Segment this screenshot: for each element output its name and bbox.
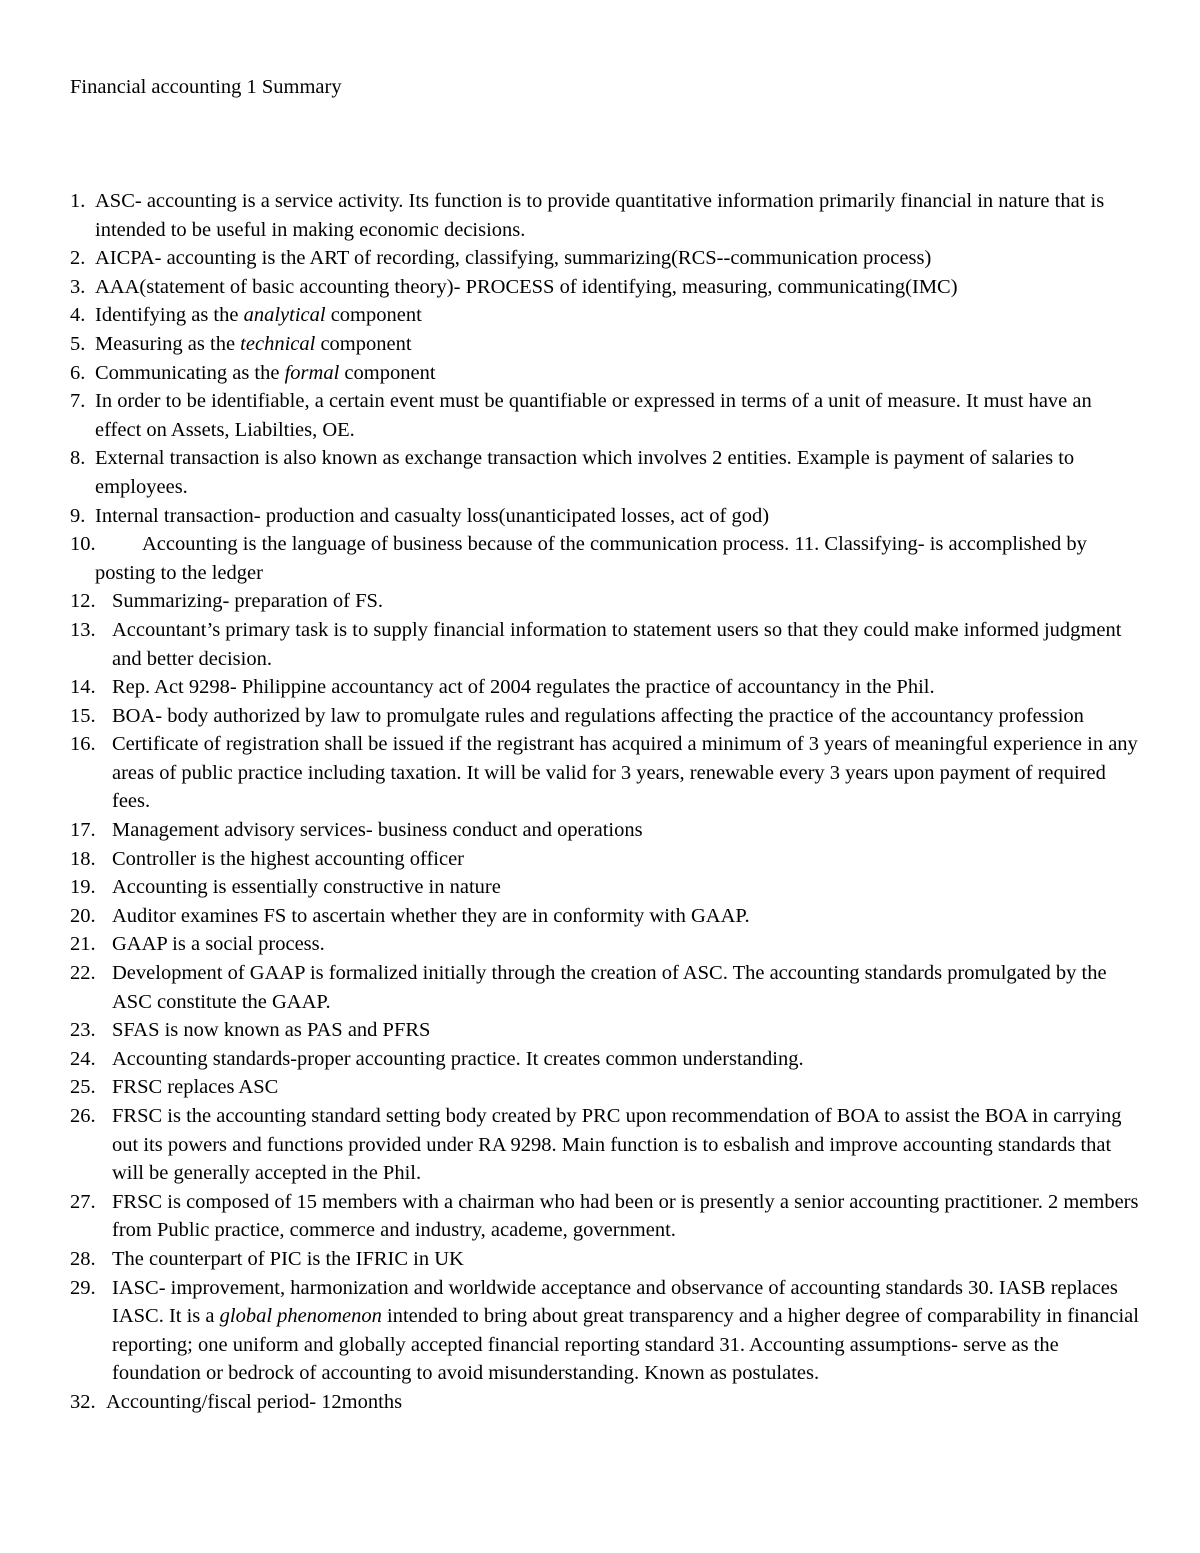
item-text-pre: Communicating as the [95,361,285,384]
item-number: 8. [70,447,86,470]
item-text-pre: Measuring as the [95,332,241,355]
item-number: 27. [70,1190,96,1213]
item-text-post: intended to bring about great transparency and a higher degree of comparability in financial reporting; one uniform and globally accepted financial reporting standard 31. Accounting assumptions- serve as the foundation or bedrock of accounting to avoid misunderstanding. Known as postulates. [112,1305,1139,1385]
item-number: 28. [70,1247,96,1270]
item-number: 26. [70,1105,96,1127]
list-item [70,730,1140,816]
item-number: 22. [70,962,96,985]
item-text: Summarizing- preparation of FS. [112,590,384,613]
item-text-pre: IASC- improvement, harmonization and worldwide acceptance and observance of accounting standards 30. IASB replaces IASC. It is a [112,1276,1118,1328]
item-text: Controller is the highest accounting officer [112,847,465,870]
list-item [70,273,1140,302]
item-text [95,359,1140,388]
list-item [70,530,1140,587]
list-item [70,187,1140,244]
item-number: 24. [70,1047,96,1070]
summary-list [70,187,1140,1417]
item-text: Development of GAAP is formalized initially through the creation of ASC. The accounting standards promulgated by the ASC constitute the GAAP. [112,962,1107,1013]
item-number: 5. [70,332,86,355]
list-item [70,244,1140,273]
item-text: Accounting is essentially constructive in nature [112,876,501,899]
item-text: Management advisory services- business conduct and operations [112,819,643,842]
list-item [70,1188,1140,1245]
item-text: Accounting is the language of business because of the communication process. 11. Classifying- is accomplished by posting to the ledger [95,533,1087,584]
item-text: FRSC is the accounting standard setting body created by PRC upon recommendation of BOA to assist the BOA in carrying out its powers and functions provided under RA 9298. Main function is to esbalish and improve accounting standards that will be generally accepted in the Phil. [112,1105,1122,1185]
item-text-post: component [315,332,412,355]
list-item [70,587,1140,616]
item-number: 12. [70,590,96,613]
item-number: 1. [70,190,86,212]
item-text: AAA(statement of basic accounting theory)- PROCESS of identifying, measuring, communicating(IMC) [95,275,958,298]
item-text: Internal transaction- production and casualty loss(unanticipated losses, act of god) [95,504,770,527]
item-number: 18. [70,847,96,870]
item-number: 9. [70,504,86,527]
item-text-emphasis: technical [240,332,316,355]
list-item [70,816,1140,845]
item-text: The counterpart of PIC is the IFRIC in UK [112,1247,464,1270]
list-item [70,1274,1140,1388]
item-number: 4. [70,304,86,327]
list-item [70,330,1140,359]
item-text: Accounting standards-proper accounting practice. It creates common understanding. [112,1047,804,1070]
list-item [70,1388,1140,1417]
item-text: FRSC replaces ASC [112,1076,279,1099]
item-text-post: component [339,361,436,384]
item-text: FRSC is composed of 15 members with a chairman who had been or is presently a senior accounting practitioner. 2 members from Public practice, commerce and industry, academe, government. [112,1190,1139,1242]
item-number: 16. [70,733,96,756]
item-number: 10. [70,533,96,556]
list-item [70,845,1140,874]
list-item [70,1016,1140,1045]
list-item [70,959,1140,1016]
item-text-pre: Identifying as the [95,304,244,327]
list-item [70,673,1140,702]
item-text: GAAP is a social process. [112,933,325,956]
item-text-emphasis: formal [284,361,340,384]
list-item [70,359,1140,388]
list-item [70,930,1140,959]
list-item [70,1102,1140,1188]
item-text-emphasis: global phenomenon [219,1305,382,1328]
item-number: 29. [70,1276,96,1299]
item-number: 2. [70,247,86,270]
list-item [70,1045,1140,1074]
item-text [112,1274,1140,1388]
item-number: 14. [70,676,96,699]
list-item [70,1245,1140,1274]
item-text: Accountant’s primary task is to supply financial information to statement users so that they could make informed judgment and better decision. [112,618,1122,670]
list-item [70,301,1140,330]
item-number: 23. [70,1019,96,1042]
item-number: 21. [70,933,96,956]
item-text: SFAS is now known as PAS and PFRS [112,1019,431,1042]
item-number: 6. [70,361,86,384]
item-number: 3. [70,275,86,298]
item-text: BOA- body authorized by law to promulgate rules and regulations affecting the practice of the accountancy profession [112,704,1084,727]
list-item [70,1073,1140,1102]
list-item [70,502,1140,531]
item-text: ASC- accounting is a service activity. Its function is to provide quantitative information primarily financial in nature that is intended to be useful in making economic decisions. [95,190,1105,241]
item-number: 17. [70,819,96,842]
item-text: AICPA- accounting is the ART of recording, classifying, summarizing(RCS--communication process) [95,247,932,270]
item-text-post: component [325,304,422,327]
item-text: Accounting/fiscal period- 12months [106,1390,403,1413]
item-text: External transaction is also known as exchange transaction which involves 2 entities. Example is payment of salaries to employees. [95,447,1075,498]
item-text: In order to be identifiable, a certain event must be quantifiable or expressed in terms of a unit of measure. It must have an effect on Assets, Liabilties, OE. [95,390,1092,441]
item-text: Rep. Act 9298- Philippine accountancy act of 2004 regulates the practice of accountancy in the Phil. [112,676,935,699]
document-title: Financial accounting 1 Summary [70,76,342,98]
item-number: 20. [70,904,96,927]
item-number: 13. [70,618,96,641]
item-text: Auditor examines FS to ascertain whether they are in conformity with GAAP. [112,904,750,927]
list-item [70,387,1140,444]
item-text-emphasis: analytical [243,304,326,327]
list-item [70,444,1140,501]
item-text [95,301,1140,330]
list-item [70,902,1140,931]
item-number: 15. [70,704,96,727]
item-text [95,330,1140,359]
item-number: 32. [70,1390,96,1413]
item-number: 19. [70,876,96,899]
item-number: 25. [70,1076,96,1099]
list-item [70,873,1140,902]
item-text: Certificate of registration shall be issued if the registrant has acquired a minimum of 3 years of meaningful experience in any areas of public practice including taxation. It will be valid for 3 years, renewable every 3 years upon payment of required fees. [112,733,1138,813]
list-item [70,616,1140,673]
list-item [70,702,1140,731]
item-number: 7. [70,390,86,413]
